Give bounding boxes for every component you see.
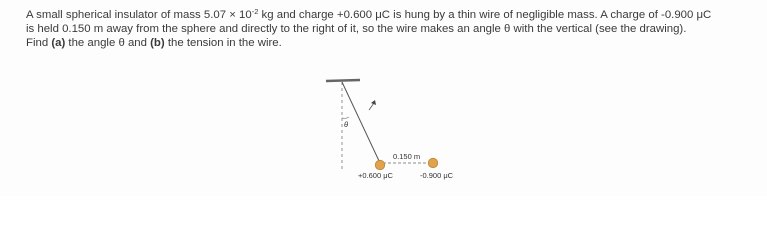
mass-exponent: -2 [251, 7, 259, 16]
right-sphere [428, 158, 438, 168]
ceiling-support [326, 80, 360, 81]
part-b-label: (b) [150, 37, 165, 49]
drawing [318, 70, 478, 192]
drawing-svg [318, 70, 478, 192]
arrow-shaft [369, 103, 374, 110]
distance-label: 0.150 m [393, 152, 421, 161]
part-a-text: the angle θ and [65, 37, 151, 49]
angle-arc [342, 117, 349, 118]
charge-right-label: -0.900 μC [420, 171, 454, 180]
problem-statement [26, 8, 761, 50]
problem-line-3 [26, 36, 761, 50]
problem-line-2: is held 0.150 m away from the sphere and directly to the right of it, so the wire makes an angle θ with the vertical (see the drawing). [26, 23, 687, 35]
part-a-label: (a) [51, 37, 66, 49]
problem-text-charge: kg and charge +0.600 μC is hung by a thin wire of negligible mass. A charge of -0.900 μC [258, 9, 712, 21]
problem-text-mass: A small spherical insulator of mass 5.07 × 10 [26, 9, 252, 21]
find-text: Find [26, 37, 52, 49]
angle-label: θ [344, 120, 349, 129]
problem-line-1 [26, 8, 761, 22]
left-sphere [375, 160, 385, 170]
part-b-text: the tension in the wire. [164, 37, 282, 49]
charge-left-label: +0.600 μC [358, 171, 393, 180]
